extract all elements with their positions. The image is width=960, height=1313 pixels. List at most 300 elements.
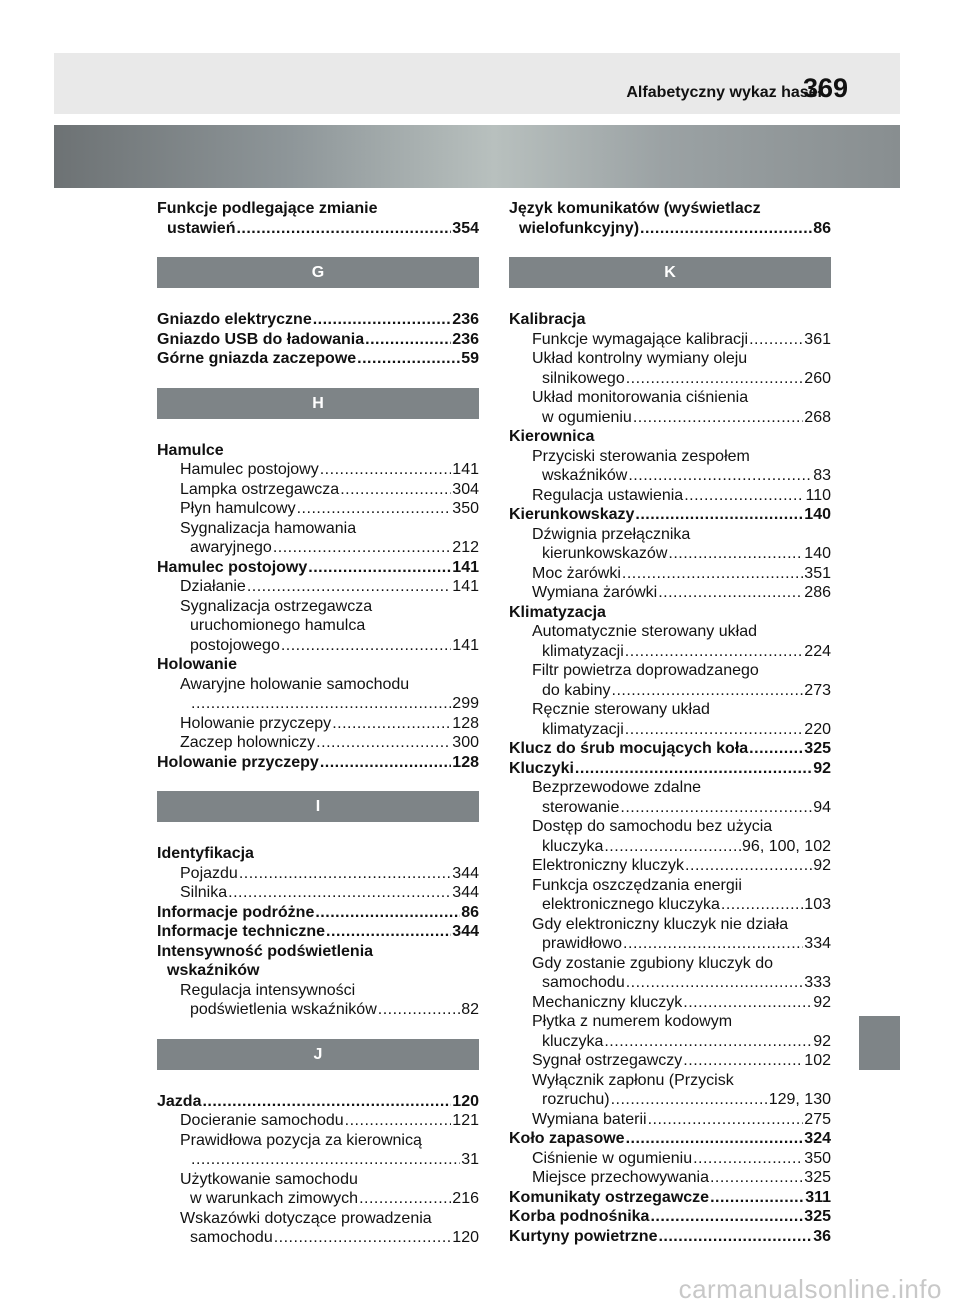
page-reference: 212 xyxy=(452,539,479,556)
page-reference: 344 xyxy=(452,884,479,901)
index-entry xyxy=(157,903,479,923)
entry-row xyxy=(532,681,831,701)
dot-leader xyxy=(313,310,452,330)
index-entry xyxy=(157,753,479,773)
page-reference: 300 xyxy=(452,734,479,751)
entry-label: Mechaniczny kluczyk xyxy=(532,993,683,1011)
dot-leader xyxy=(357,349,460,369)
page-reference: 128 xyxy=(452,753,479,771)
dot-leader xyxy=(628,466,812,486)
entry-row xyxy=(157,349,479,369)
dot-leader xyxy=(658,583,803,603)
dot-leader xyxy=(320,753,451,773)
dot-leader xyxy=(650,1207,803,1227)
entry-label: Wymiana żarówki xyxy=(532,584,658,601)
page-reference: 273 xyxy=(804,681,831,699)
entry-label: Moc żarówki xyxy=(532,564,621,582)
index-entry xyxy=(509,505,831,525)
entry-label: Kierownica xyxy=(509,428,595,445)
page-reference: 120 xyxy=(452,1092,479,1110)
entry-row xyxy=(157,655,479,675)
index-entry xyxy=(509,1207,831,1227)
entry-label: Hamulec postojowy xyxy=(157,558,308,576)
entry-text-line: Sygnalizacja hamowania xyxy=(180,519,357,537)
entry-row xyxy=(180,480,479,500)
dot-leader xyxy=(622,564,803,584)
index-subentry xyxy=(157,480,479,500)
dot-leader xyxy=(274,1228,452,1248)
index-subentry xyxy=(157,883,479,903)
entry-row xyxy=(532,564,831,584)
dot-leader xyxy=(345,1111,452,1131)
page-reference: 275 xyxy=(804,1110,831,1128)
dot-leader xyxy=(359,1189,451,1209)
entry-text-line: Bezprzewodowe zdalne xyxy=(532,779,701,796)
page-reference: 102 xyxy=(804,1052,831,1069)
entry-row xyxy=(532,993,831,1013)
entry-label: Holowanie przyczepy xyxy=(157,753,319,771)
page-reference: 354 xyxy=(452,219,479,237)
index-subentry xyxy=(509,1071,831,1110)
entry-text-line: Filtr powietrza doprowadzanego xyxy=(532,662,759,679)
entry-row xyxy=(157,558,479,578)
entry-label: kierunkowskazów xyxy=(542,545,668,562)
dot-leader xyxy=(228,883,451,903)
index-subentry xyxy=(509,330,831,350)
dot-leader xyxy=(236,219,451,239)
entry-label: sterowanie xyxy=(542,798,620,816)
entry-row xyxy=(532,856,831,876)
page-reference: 333 xyxy=(804,974,831,991)
dot-leader xyxy=(604,1032,812,1052)
dot-leader xyxy=(315,903,460,923)
entry-label: Silnika xyxy=(180,884,228,901)
page-reference: 260 xyxy=(804,369,831,387)
index-subentry xyxy=(509,388,831,427)
entry-row xyxy=(532,798,831,818)
entry-row xyxy=(532,895,831,915)
entry-row xyxy=(157,903,479,923)
dot-leader xyxy=(626,369,804,389)
entry-text-line: Dostęp do samochodu bez użycia xyxy=(532,818,773,835)
page-reference: 92 xyxy=(813,759,831,777)
index-subentry xyxy=(509,1110,831,1130)
dot-leader xyxy=(620,798,812,818)
dot-leader xyxy=(378,1000,460,1020)
dot-leader xyxy=(191,1150,460,1170)
entry-label: klimatyzacji xyxy=(542,642,624,660)
entry-label: Holowanie xyxy=(157,656,238,673)
index-entry xyxy=(157,310,479,330)
entry-row xyxy=(157,310,479,330)
index-entry xyxy=(157,1092,479,1112)
page-reference: 36 xyxy=(813,1227,831,1245)
entry-row xyxy=(157,219,479,239)
entry-row xyxy=(180,636,479,656)
page-reference: 92 xyxy=(813,1032,831,1050)
index-subentry xyxy=(157,519,479,558)
dot-leader xyxy=(202,1092,451,1112)
index-subentry xyxy=(509,1149,831,1169)
index-subentry xyxy=(157,1111,479,1131)
dot-leader xyxy=(297,499,452,519)
index-entry xyxy=(157,942,479,981)
page-reference: 121 xyxy=(452,1112,479,1129)
dot-leader xyxy=(749,739,803,759)
dot-leader xyxy=(693,1149,803,1169)
entry-text-line: Układ kontrolny wymiany oleju xyxy=(532,350,748,367)
entry-label: Holowanie przyczepy xyxy=(180,714,332,732)
entry-row xyxy=(180,1111,479,1131)
entry-label: Jazda xyxy=(157,1092,202,1110)
index-subentry xyxy=(157,714,479,734)
entry-row xyxy=(532,330,831,350)
entry-text-line: Awaryjne holowanie samochodu xyxy=(180,675,410,693)
entry-label: Sygnał ostrzegawczy xyxy=(532,1052,683,1069)
page-reference: 325 xyxy=(804,740,831,757)
entry-row xyxy=(532,466,831,486)
page-reference: 350 xyxy=(452,500,479,517)
entry-label: Kierunkowskazy xyxy=(509,506,635,523)
index-subentry xyxy=(509,700,831,739)
entry-label: Klucz do śrub mocujących koła xyxy=(509,740,749,757)
page-reference: 216 xyxy=(452,1190,479,1207)
page-reference: 325 xyxy=(804,1169,831,1186)
index-entry xyxy=(157,330,479,350)
page-reference: 325 xyxy=(804,1208,831,1225)
index-entry xyxy=(157,558,479,578)
dot-leader xyxy=(625,720,804,740)
dot-leader xyxy=(340,480,451,500)
page-reference: 86 xyxy=(813,219,831,237)
page-reference: 59 xyxy=(461,350,479,367)
entry-row xyxy=(509,505,831,525)
index-subentry xyxy=(509,915,831,954)
dot-leader xyxy=(648,1110,804,1130)
dot-leader xyxy=(635,505,803,525)
entry-row xyxy=(180,577,479,597)
index-subentry xyxy=(157,1209,479,1248)
entry-label: do kabiny xyxy=(542,681,611,699)
entry-label: prawidłowo xyxy=(542,935,623,952)
dot-leader xyxy=(685,856,812,876)
page-reference: 92 xyxy=(813,993,831,1011)
entry-label: podświetlenia wskaźników xyxy=(190,1001,377,1018)
entry-label: Kalibracja xyxy=(509,311,586,328)
entry-label: klimatyzacji xyxy=(542,720,624,738)
page-reference: 129, 130 xyxy=(768,1091,831,1108)
dot-leader xyxy=(239,864,451,884)
entry-text-line: Intensywność podświetlenia xyxy=(157,942,374,960)
index-subentry xyxy=(509,661,831,700)
entry-label: w warunkach zimowych xyxy=(190,1190,359,1207)
page-number: 369 xyxy=(803,73,849,103)
dot-leader xyxy=(191,694,451,714)
entry-row xyxy=(532,837,831,857)
page-reference: 236 xyxy=(452,330,479,348)
entry-row xyxy=(509,1207,831,1227)
index-entry xyxy=(509,1188,831,1208)
entry-label: Ciśnienie w ogumieniu xyxy=(532,1149,693,1167)
entry-text-line: Użytkowanie samochodu xyxy=(180,1170,358,1188)
entry-row xyxy=(157,441,479,461)
letter-heading: K xyxy=(509,257,831,288)
dot-leader xyxy=(626,1129,804,1149)
entry-label: Hamulce xyxy=(157,441,224,459)
index-subentry xyxy=(509,349,831,388)
dot-leader xyxy=(308,558,451,578)
dot-leader xyxy=(684,486,804,506)
entry-text-line: Gdy elektroniczny kluczyk nie działa xyxy=(532,915,789,933)
dot-leader xyxy=(721,895,803,915)
entry-label: w ogumieniu xyxy=(542,408,632,426)
page-reference: 268 xyxy=(804,408,831,426)
dot-leader xyxy=(710,1168,803,1188)
page-reference: 324 xyxy=(804,1130,831,1147)
entry-label: Działanie xyxy=(180,578,246,595)
page-reference: 141 xyxy=(452,636,479,654)
page-reference: 236 xyxy=(452,311,479,328)
entry-text-line: wskaźników xyxy=(167,962,260,979)
index-subentry xyxy=(157,733,479,753)
dot-leader xyxy=(326,922,451,942)
index-subentry xyxy=(509,1012,831,1051)
section-title: Alfabetyczny wykaz haseł xyxy=(626,84,822,101)
entry-label: Wymiana baterii xyxy=(532,1110,647,1128)
index-subentry xyxy=(509,525,831,564)
page-reference: 141 xyxy=(452,461,479,478)
dot-leader xyxy=(683,1051,803,1071)
page-reference: 344 xyxy=(452,864,479,882)
dot-leader xyxy=(611,1090,768,1110)
entry-text-line: uruchomionego hamulca xyxy=(190,617,366,634)
page-reference: 141 xyxy=(452,578,479,595)
entry-row xyxy=(532,642,831,662)
entry-row xyxy=(532,1051,831,1071)
entry-row xyxy=(532,408,831,428)
entry-text-line: Język komunikatów (wyświetlacz xyxy=(509,200,761,217)
entry-row xyxy=(180,499,479,519)
dot-leader xyxy=(658,1227,812,1247)
index-entry xyxy=(509,739,831,759)
entry-row xyxy=(180,864,479,884)
dot-leader xyxy=(625,642,804,662)
entry-row xyxy=(180,714,479,734)
entry-row xyxy=(509,759,831,779)
page-reference: 103 xyxy=(804,896,831,913)
entry-row xyxy=(532,973,831,993)
page-reference: 82 xyxy=(461,1001,479,1018)
index-entry xyxy=(157,199,479,238)
dot-leader xyxy=(749,330,803,350)
index-subentry xyxy=(157,675,479,714)
entry-text-line: Regulacja intensywności xyxy=(180,981,356,999)
entry-label: Kluczyki xyxy=(509,759,574,777)
page-reference: 86 xyxy=(461,903,479,921)
entry-row xyxy=(180,733,479,753)
index-entry xyxy=(509,427,831,447)
entry-label: Docieranie samochodu xyxy=(180,1112,344,1129)
index-subentry xyxy=(509,817,831,856)
index-subentry xyxy=(157,597,479,656)
entry-row xyxy=(532,486,831,506)
index-subentry xyxy=(157,1131,479,1170)
dot-leader xyxy=(626,973,804,993)
entry-label: Komunikaty ostrzegawcze xyxy=(509,1188,710,1206)
entry-label: Lampka ostrzegawcza xyxy=(180,480,340,498)
index-column-right xyxy=(509,199,831,1246)
index-subentry xyxy=(157,1170,479,1209)
entry-label: Informacje podróżne xyxy=(157,903,315,921)
index-subentry xyxy=(509,622,831,661)
dot-leader xyxy=(281,636,451,656)
dot-leader xyxy=(316,733,451,753)
entry-text-line: Sygnalizacja ostrzegawcza xyxy=(180,597,373,615)
entry-row xyxy=(180,538,479,558)
entry-label: rozruchu) xyxy=(542,1091,610,1108)
entry-label: Gniazdo USB do ładowania xyxy=(157,330,365,348)
page-reference: 344 xyxy=(452,923,479,940)
dot-leader xyxy=(633,408,803,428)
dot-leader xyxy=(320,460,452,480)
index-entry xyxy=(157,441,479,461)
page-reference: 286 xyxy=(804,584,831,601)
entry-label: Gniazdo elektryczne xyxy=(157,311,312,328)
index-subentry xyxy=(157,499,479,519)
entry-row xyxy=(157,922,479,942)
entry-row xyxy=(157,753,479,773)
entry-label: Pojazdu xyxy=(180,864,238,882)
entry-label: wielofunkcyjny) xyxy=(519,219,640,237)
index-entry xyxy=(157,349,479,369)
entry-row xyxy=(532,1168,831,1188)
page-reference: 311 xyxy=(805,1188,831,1206)
entry-row xyxy=(509,1129,831,1149)
entry-row xyxy=(509,427,831,447)
entry-label: Górne gniazda zaczepowe xyxy=(157,350,357,367)
dot-leader xyxy=(668,544,803,564)
entry-text-line: Dźwignia przełącznika xyxy=(532,525,691,543)
entry-text-line: Płytka z numerem kodowym xyxy=(532,1013,733,1030)
entry-label: ustawień xyxy=(167,219,236,237)
entry-row xyxy=(180,1189,479,1209)
index-subentry xyxy=(509,564,831,584)
entry-row xyxy=(532,720,831,740)
letter-heading: H xyxy=(157,388,479,419)
page-reference: 141 xyxy=(452,558,479,576)
entry-label: Funkcje wymagające kalibracji xyxy=(532,330,749,348)
entry-text-line: Funkcja oszczędzania energii xyxy=(532,876,742,894)
page-reference: 140 xyxy=(804,545,831,562)
letter-heading: I xyxy=(157,791,479,822)
entry-label: Zaczep holowniczy xyxy=(180,734,316,751)
entry-label: wskaźników xyxy=(542,467,628,484)
page-reference: 31 xyxy=(461,1151,479,1168)
index-entry xyxy=(509,199,831,238)
dot-leader xyxy=(710,1188,804,1208)
entry-label: postojowego xyxy=(190,636,280,654)
entry-label: Korba podnośnika xyxy=(509,1208,650,1225)
index-subentry xyxy=(509,486,831,506)
index-subentry xyxy=(509,1051,831,1071)
entry-label: Elektroniczny kluczyk xyxy=(532,857,685,874)
entry-label: silnikowego xyxy=(542,369,625,387)
dot-leader xyxy=(683,993,812,1013)
index-entry xyxy=(157,844,479,864)
entry-row xyxy=(509,1227,831,1247)
dot-leader xyxy=(623,934,803,954)
page-reference: 94 xyxy=(813,798,831,816)
page-reference: 224 xyxy=(804,642,831,660)
page-reference: 304 xyxy=(452,480,479,498)
entry-label: awaryjnego xyxy=(190,539,272,556)
entry-row xyxy=(180,1150,479,1170)
index-subentry xyxy=(509,856,831,876)
thumb-index-tab xyxy=(859,1016,900,1070)
page-reference: 110 xyxy=(805,486,831,504)
index-entry xyxy=(509,603,831,623)
entry-label: elektronicznego kluczyka xyxy=(542,896,720,913)
entry-label: Informacje techniczne xyxy=(157,923,326,940)
index-entry xyxy=(157,655,479,675)
entry-text-line: Automatycznie sterowany układ xyxy=(532,623,757,640)
index-entry xyxy=(157,922,479,942)
index-subentry xyxy=(509,954,831,993)
index-subentry xyxy=(509,447,831,486)
letter-heading: J xyxy=(157,1039,479,1070)
entry-label: Miejsce przechowywania xyxy=(532,1169,709,1186)
index-subentry xyxy=(157,864,479,884)
entry-text-line: Wskazówki dotyczące prowadzenia xyxy=(180,1209,432,1227)
page-reference: 92 xyxy=(813,857,831,874)
page-reference: 299 xyxy=(452,695,479,712)
entry-row xyxy=(157,1092,479,1112)
index-entry xyxy=(509,310,831,330)
page-reference: 361 xyxy=(804,330,831,348)
index-entry xyxy=(509,759,831,779)
entry-text-line: Ręcznie sterowany układ xyxy=(532,701,710,718)
page-reference: 96, 100, 102 xyxy=(742,837,831,855)
entry-label: kluczyka xyxy=(542,837,604,855)
entry-row xyxy=(509,219,831,239)
dot-leader xyxy=(612,681,804,701)
dot-leader xyxy=(273,538,451,558)
page-reference: 140 xyxy=(804,506,831,523)
entry-label: Regulacja ustawienia xyxy=(532,486,684,504)
index-subentry xyxy=(157,460,479,480)
entry-row xyxy=(509,1188,831,1208)
index-subentry xyxy=(509,993,831,1013)
entry-label: samochodu xyxy=(190,1229,273,1246)
entry-row xyxy=(509,603,831,623)
entry-label: kluczyka xyxy=(542,1032,604,1050)
page-reference: 128 xyxy=(452,714,479,732)
entry-text-line: Przyciski sterowania zespołem xyxy=(532,447,750,465)
entry-row xyxy=(532,544,831,564)
index-subentry xyxy=(509,583,831,603)
entry-row xyxy=(180,1000,479,1020)
entry-text-line: Wyłącznik zapłonu (Przycisk xyxy=(532,1071,734,1089)
watermark: carmanualsonline.info xyxy=(678,1274,942,1304)
entry-text-line: Funkcje podlegające zmianie xyxy=(157,200,378,217)
page-reference: 120 xyxy=(452,1229,479,1246)
entry-row xyxy=(180,694,479,714)
entry-row xyxy=(509,739,831,759)
entry-row xyxy=(180,883,479,903)
dot-leader xyxy=(575,759,812,779)
entry-row xyxy=(532,1149,831,1169)
entry-row xyxy=(532,369,831,389)
